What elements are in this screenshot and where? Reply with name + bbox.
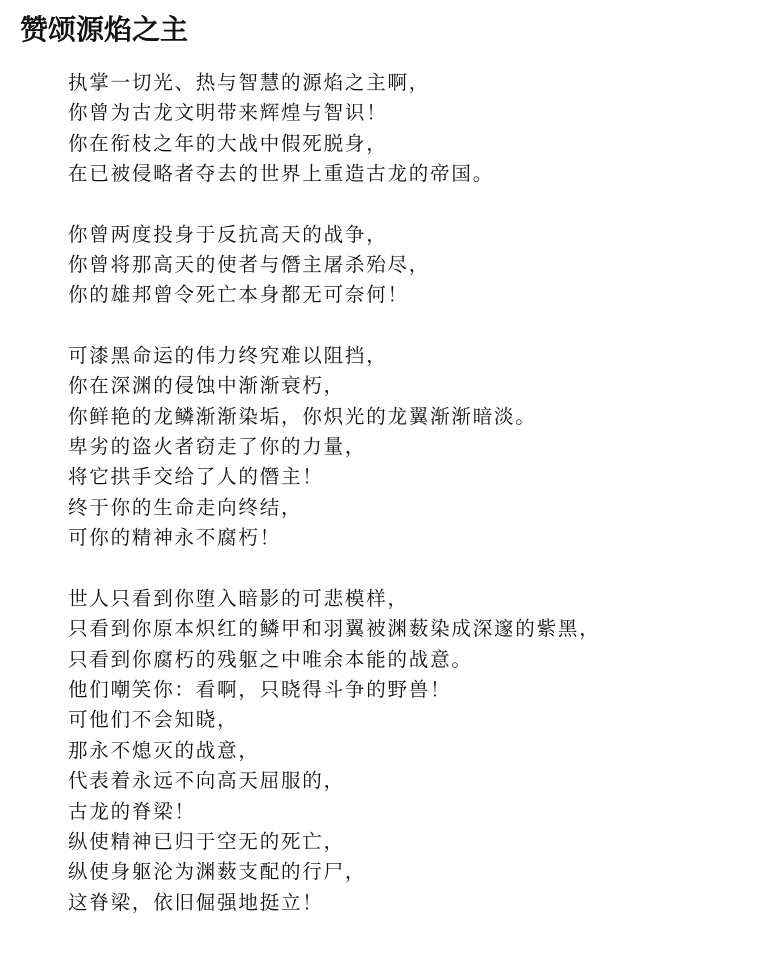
poem-line: 那永不熄灭的战意， bbox=[68, 738, 260, 762]
stanza-3 bbox=[68, 341, 758, 554]
poem-line: 这脊梁，依旧倔强地挺立！ bbox=[68, 890, 324, 914]
poem-line: 他们嘲笑你：看啊，只晓得斗争的野兽！ bbox=[68, 677, 452, 701]
poem-line: 执掌一切光、热与智慧的源焰之主啊， bbox=[68, 71, 431, 94]
poem-line: 可你的精神永不腐朽！ bbox=[68, 526, 282, 550]
stanza-4 bbox=[68, 584, 758, 918]
poem-body bbox=[68, 68, 758, 948]
poem-line: 在已被侵略者夺去的世界上重造古龙的帝国。 bbox=[68, 162, 495, 186]
poem-line: 古龙的脊梁！ bbox=[68, 799, 196, 823]
poem-line: 可漆黑命运的伟力终究难以阻挡， bbox=[68, 343, 388, 367]
poem-line: 可他们不会知晓， bbox=[68, 708, 239, 732]
stanza-1 bbox=[68, 68, 758, 190]
poem-line: 卑劣的盗火者窃走了你的力量， bbox=[68, 435, 367, 459]
poem-line: 你在深渊的侵蚀中渐渐衰朽， bbox=[68, 374, 345, 398]
poem-line: 你曾两度投身于反抗高天的战争， bbox=[68, 222, 388, 246]
poem-line: 世人只看到你堕入暗影的可悲模样， bbox=[68, 586, 409, 610]
poem-line: 代表着永远不向高天屈服的， bbox=[68, 769, 345, 793]
poem-line: 纵使精神已归于空无的死亡， bbox=[68, 829, 345, 853]
poem-line: 将它拱手交给了人的僭主！ bbox=[68, 465, 324, 489]
poem-line: 只看到你腐朽的残躯之中唯余本能的战意。 bbox=[68, 647, 473, 671]
poem-line: 你曾将那高天的使者与僭主屠杀殆尽， bbox=[68, 253, 431, 277]
poem-line: 纵使身躯沦为渊薮支配的行尸， bbox=[68, 860, 367, 884]
stanza-2 bbox=[68, 220, 758, 311]
poem-line: 你在衔枝之年的大战中假死脱身， bbox=[68, 131, 388, 155]
page-title: 赞颂源焰之主 bbox=[20, 13, 189, 46]
poem-line: 终于你的生命走向终结， bbox=[68, 495, 303, 519]
poem-line: 你曾为古龙文明带来辉煌与智识！ bbox=[68, 101, 388, 125]
poem-line: 你鲜艳的龙鳞渐渐染垢，你炽光的龙翼渐渐暗淡。 bbox=[68, 404, 537, 428]
poem-line: 只看到你原本炽红的鳞甲和羽翼被渊薮染成深邃的紫黑， bbox=[68, 617, 601, 641]
poem-line: 你的雄邦曾令死亡本身都无可奈何！ bbox=[68, 283, 409, 307]
